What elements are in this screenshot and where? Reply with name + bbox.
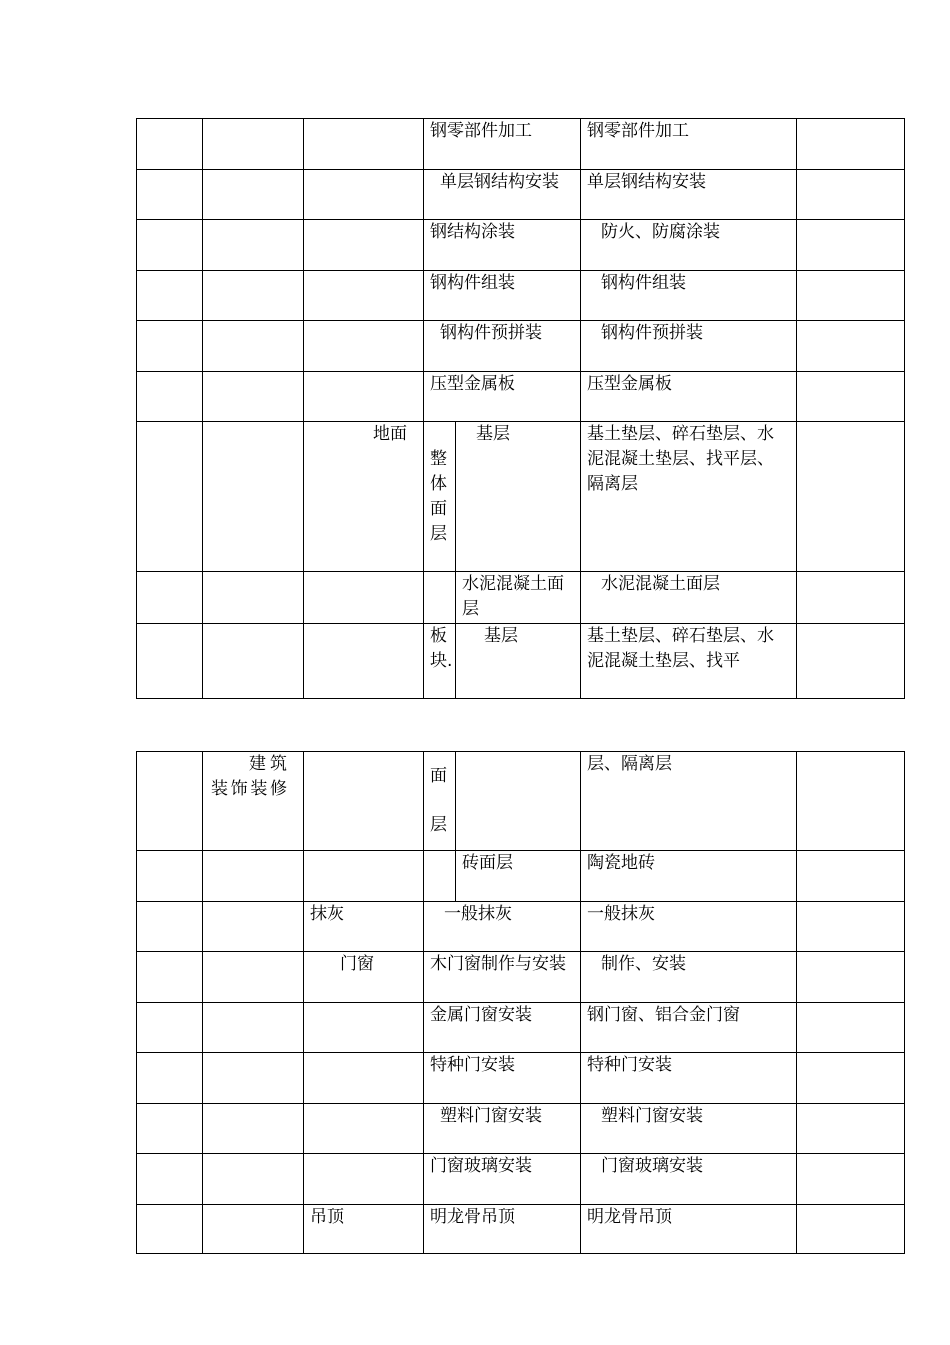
window-item-cell: 门窗玻璃安装 bbox=[424, 1154, 581, 1205]
table-row bbox=[137, 372, 905, 422]
table-structure-part bbox=[136, 118, 905, 699]
table-row bbox=[137, 572, 905, 624]
cont-detail-cell: 层、隔离层 bbox=[581, 752, 797, 851]
cont-layer-label: 面层 bbox=[430, 766, 447, 835]
window-group-cell: 门窗 bbox=[304, 952, 424, 1003]
table-row bbox=[137, 1205, 905, 1254]
sub-item-cell: 钢结构涂装 bbox=[424, 220, 581, 271]
table-row bbox=[137, 952, 905, 1003]
table-row bbox=[137, 624, 905, 699]
table-decoration-part bbox=[136, 751, 905, 1254]
window-item-cell: 塑料门窗安装 bbox=[424, 1104, 581, 1154]
window-detail-cell: 塑料门窗安装 bbox=[581, 1104, 797, 1154]
table-row bbox=[137, 220, 905, 271]
integral-layer-label: 整体面层 bbox=[430, 449, 447, 544]
floor-group-cell: 地面 bbox=[304, 422, 424, 572]
plaster-cell: 一般抹灰 bbox=[424, 902, 581, 952]
window-detail-cell: 钢门窗、铝合金门窗 bbox=[581, 1003, 797, 1053]
sub-item-cell: 压型金属板 bbox=[424, 372, 581, 422]
window-item-cell: 木门窗制作与安装 bbox=[424, 952, 581, 1003]
detail-cell: 钢构件预拼装 bbox=[581, 321, 797, 372]
ceiling-detail-cell: 明龙骨吊顶 bbox=[581, 1205, 797, 1254]
cement-layer-cell: 水泥混凝土面层 bbox=[456, 572, 581, 624]
table-row bbox=[137, 1154, 905, 1205]
table-row bbox=[137, 1003, 905, 1053]
ceiling-group-cell: 吊顶 bbox=[304, 1205, 424, 1254]
base-cell: 基层 bbox=[456, 422, 581, 572]
table-row bbox=[137, 422, 905, 572]
table-row bbox=[137, 902, 905, 952]
integral-layer-cell bbox=[424, 422, 456, 572]
window-detail-cell: 特种门安装 bbox=[581, 1053, 797, 1104]
sub-item-cell: 钢构件组装 bbox=[424, 271, 581, 321]
detail-cell: 防火、防腐涂装 bbox=[581, 220, 797, 271]
detail-cell: 压型金属板 bbox=[581, 372, 797, 422]
table-row bbox=[137, 851, 905, 902]
table-row bbox=[137, 271, 905, 321]
window-item-cell: 金属门窗安装 bbox=[424, 1003, 581, 1053]
detail-cell: 钢零部件加工 bbox=[581, 119, 797, 170]
brick-layer-cell: 砖面层 bbox=[456, 851, 581, 902]
detail-cell: 单层钢结构安装 bbox=[581, 170, 797, 220]
window-detail-cell: 门窗玻璃安装 bbox=[581, 1154, 797, 1205]
brick-detail-cell: 陶瓷地砖 bbox=[581, 851, 797, 902]
block-base-cell: 基层 bbox=[456, 624, 581, 699]
detail-cell: 钢构件组装 bbox=[581, 271, 797, 321]
block-layer-cell bbox=[424, 624, 456, 699]
base-detail-cell: 基土垫层、碎石垫层、水泥混凝土垫层、找平层、隔离层 bbox=[581, 422, 797, 572]
plaster-group-cell: 抹灰 bbox=[304, 902, 424, 952]
table-row bbox=[137, 1104, 905, 1154]
ceiling-item-cell: 明龙骨吊顶 bbox=[424, 1205, 581, 1254]
table-row bbox=[137, 170, 905, 220]
table-row bbox=[137, 1053, 905, 1104]
table-row bbox=[137, 321, 905, 372]
window-detail-cell: 制作、安装 bbox=[581, 952, 797, 1003]
plaster-detail-cell: 一般抹灰 bbox=[581, 902, 797, 952]
category-cell bbox=[203, 752, 304, 851]
category-label: 建筑装饰装修 bbox=[211, 754, 287, 799]
cement-detail-cell: 水泥混凝土面层 bbox=[581, 572, 797, 624]
sub-item-cell: 钢零部件加工 bbox=[424, 119, 581, 170]
cont-layer-cell bbox=[424, 752, 456, 851]
sub-item-cell: 钢构件预拼装 bbox=[424, 321, 581, 372]
window-item-cell: 特种门安装 bbox=[424, 1053, 581, 1104]
block-layer-label: 板块. bbox=[430, 626, 453, 671]
sub-item-cell: 单层钢结构安装 bbox=[424, 170, 581, 220]
block-base-detail-cell: 基土垫层、碎石垫层、水泥混凝土垫层、找平 bbox=[581, 624, 797, 699]
table-row bbox=[137, 752, 905, 851]
table-row bbox=[137, 119, 905, 170]
